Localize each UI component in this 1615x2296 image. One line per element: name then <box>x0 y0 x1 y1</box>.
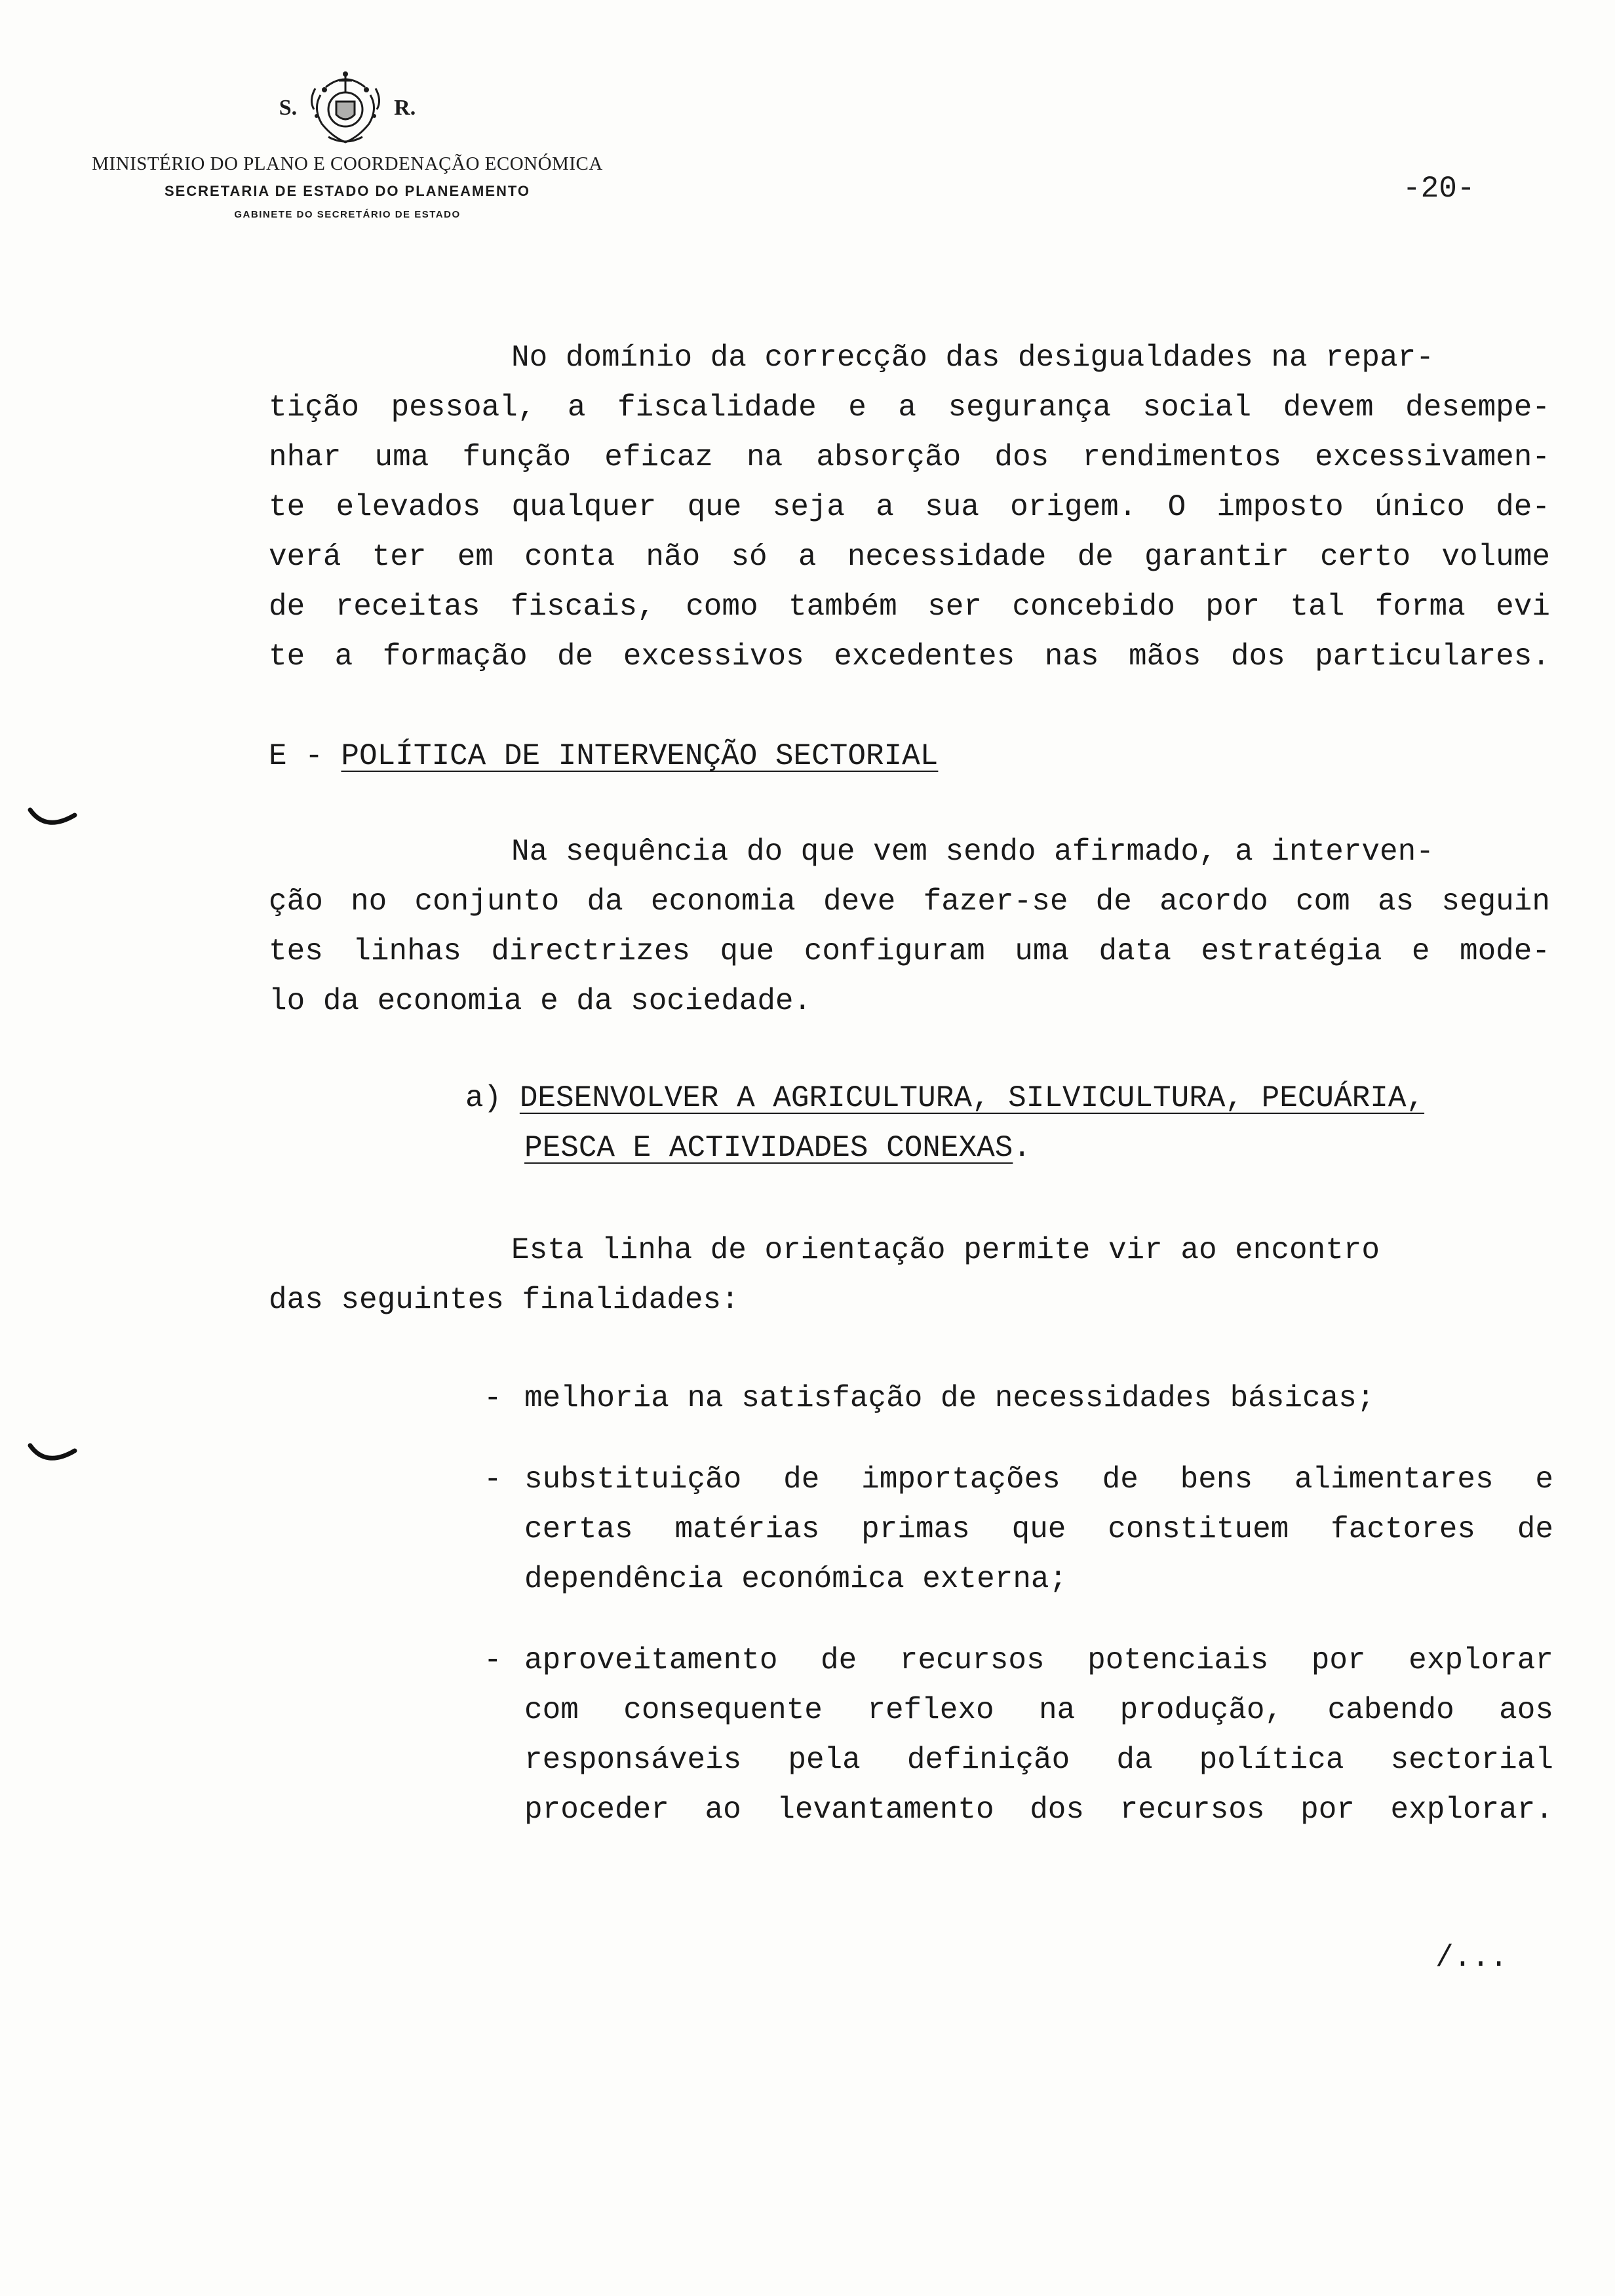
section-title: POLÍTICA DE INTERVENÇÃO SECTORIAL <box>341 739 939 773</box>
list-item <box>478 1455 1553 1604</box>
bullet-line: aproveitamento de recursos potenciais por explorar <box>524 1643 1553 1677</box>
objectives-list <box>478 1373 1553 1866</box>
paragraph-intervention <box>269 827 1550 1026</box>
list-item <box>478 1373 1553 1423</box>
item-title-line-1: DESENVOLVER A AGRICULTURA, SILVICULTURA, PECUÁRIA, <box>519 1081 1425 1115</box>
paragraph-line: Na sequência do que vem sendo afirmado, a interven- <box>511 835 1434 869</box>
section-prefix: E - <box>269 739 341 773</box>
paragraph-line: das seguintes finalidades: <box>269 1283 739 1317</box>
paragraph-line: Esta linha de orientação permite vir ao encontro <box>511 1233 1380 1267</box>
bullet-dash: - <box>484 1643 502 1677</box>
cabinet-name: GABINETE DO SECRETÁRIO DE ESTADO <box>234 209 461 220</box>
punch-hole-mark-icon <box>26 806 79 832</box>
paragraph-line: tição pessoal, a fiscalidade e a segurança social devem desempe- <box>269 391 1550 425</box>
secretariat-name: SECRETARIA DE ESTADO DO PLANEAMENTO <box>164 183 531 199</box>
paragraph-line: de receitas fiscais, como também ser concebido por tal forma evi <box>269 590 1550 624</box>
bullet-line: substituição de importações de bens alimentares e <box>524 1463 1553 1497</box>
seal-row <box>39 66 655 151</box>
item-title-end: . <box>1013 1131 1031 1165</box>
paragraph-line: tes linhas directrizes que configuram uma data estratégia e mode- <box>269 934 1550 968</box>
ministry-name: MINISTÉRIO DO PLANO E COORDENAÇÃO ECONÓMICA <box>92 153 603 174</box>
letterhead <box>39 66 655 220</box>
bullet-dash: - <box>484 1463 502 1497</box>
paragraph-line: verá ter em conta não só a necessidade de garantir certo volume <box>269 540 1550 574</box>
bullet-line: certas matérias primas que constituem factores de <box>524 1512 1553 1546</box>
list-item-a <box>465 1073 1550 1173</box>
paragraph-line: ção no conjunto da economia deve fazer-se de acordo com as seguin <box>269 885 1550 919</box>
bullet-line: proceder ao levantamento dos recursos por explorar. <box>524 1793 1553 1827</box>
paragraph-line: nhar uma função eficaz na absorção dos rendimentos excessivamen- <box>269 440 1550 474</box>
bullet-line: dependência económica externa; <box>524 1562 1068 1596</box>
bullet-dash: - <box>484 1381 502 1415</box>
paragraph-objectives-intro <box>269 1225 1550 1325</box>
coat-of-arms-icon <box>306 69 385 147</box>
paragraph-line: lo da economia e da sociedade. <box>269 984 812 1018</box>
page-number: -20- <box>1403 172 1475 206</box>
list-item <box>478 1636 1553 1835</box>
paragraph-line: te a formação de excessivos excedentes nas mãos dos particulares. <box>269 640 1550 674</box>
paragraph-line: No domínio da correcção das desigualdades na repar- <box>511 341 1434 375</box>
bullet-line: melhoria na satisfação de necessidades básicas; <box>524 1381 1375 1415</box>
punch-hole-mark-icon <box>26 1442 79 1468</box>
bullet-line: responsáveis pela definição da política sectorial <box>524 1743 1553 1777</box>
item-marker: a) <box>465 1081 520 1115</box>
seal-right-letter: R. <box>394 96 416 120</box>
section-heading-e <box>269 731 1550 781</box>
bullet-line: com consequente reflexo na produção, cabendo aos <box>524 1693 1553 1727</box>
paragraph-line: te elevados qualquer que seja a sua origem. O imposto único de- <box>269 490 1550 524</box>
paragraph-fiscal-policy <box>269 333 1550 681</box>
continuation-mark: /... <box>1435 1941 1508 1975</box>
item-title-line-2: PESCA E ACTIVIDADES CONEXAS <box>524 1131 1013 1165</box>
seal-left-letter: S. <box>279 96 298 120</box>
